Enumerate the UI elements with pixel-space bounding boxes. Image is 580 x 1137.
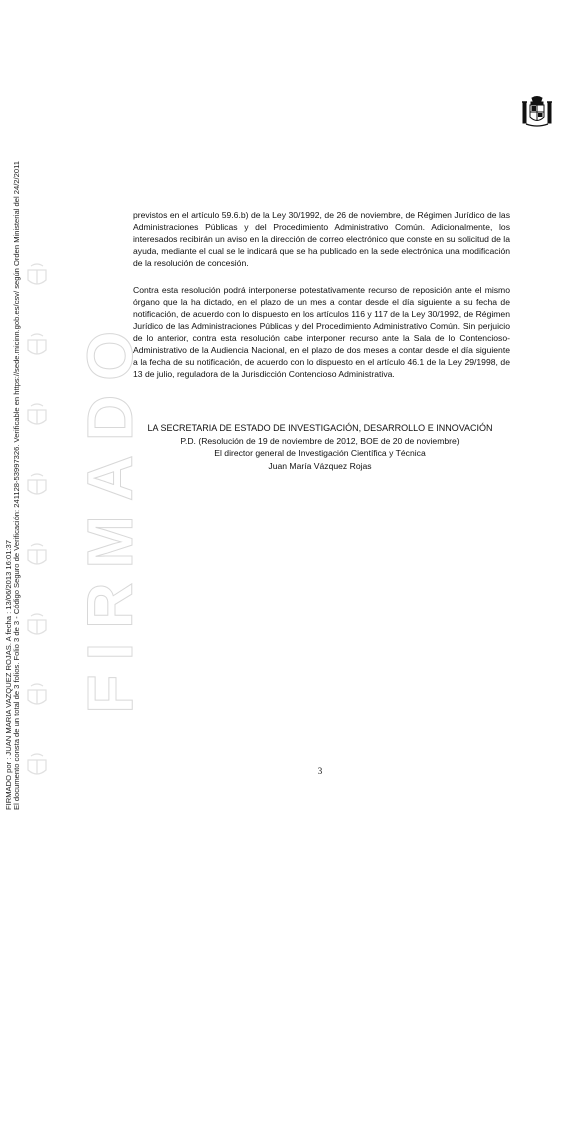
document-verification-line: El documento consta de un total de 3 folios. Folio 3 de 3 - Código Seguro de Verificación: 241128-53997326. Verificable en https://sede.micinn.gob.es/csv/ según Orden Ministerial del 24/2/2011 [12, 161, 21, 810]
seal-watermark-icon [22, 260, 52, 290]
coat-of-arms-icon [522, 94, 552, 128]
page-number: 3 [317, 766, 323, 776]
seal-watermark-icon [22, 540, 52, 570]
signature-verification-line: FIRMADO por : JUAN MARIA VAZQUEZ ROJAS. A fecha : 13/06/2013 16:01:37 [4, 540, 13, 810]
seal-watermark-icon [22, 610, 52, 640]
resolution-paragraph-1: previstos en el artículo 59.6.b) de la Ley 30/1992, de 26 de noviembre, de Régimen Jurídico de las Administraciones Públicas y del Procedimiento Administrativo Común. Adicionalmente, los interesados recibirán un aviso en la dirección de correo electrónico que conste en su solicitud de la ayuda, mediante el cual se le indicará que se ha publicado en la sede electrónica una modificación de la resolución de concesión. [133, 210, 510, 268]
appeal-paragraph: Contra esta resolución podrá interponerse potestativamente recurso de reposición ante el mismo órgano que la ha dictado, en el plazo de un mes a contar desde el día siguiente a su fecha de notificación, de acuerdo con lo dispuesto en los artículos 116 y 117 de la Ley 30/1992, de Régimen Jurídico de las Administraciones Públicas y del Procedimiento Administrativo Común. Sin perjuicio de lo anterior, contra esta resolución cabe interponer recurso ante la Sala de lo Contencioso-Administrativo de la Audiencia Nacional, en el plazo de dos meses a contar desde el día siguiente a la fecha de su notificación, de acuerdo con lo dispuesto en el artículo 46.1 de la Ley 29/1998, de 13 de julio, reguladora de la Jurisdicción Contencioso Administrativa. [133, 285, 510, 379]
signatory-position: El director general de Investigación Científica y Técnica [214, 448, 426, 458]
seal-watermark-icon [22, 470, 52, 500]
firmado-watermark: FIRMADO [74, 317, 146, 714]
signatory-name: Juan María Vázquez Rojas [268, 460, 372, 471]
delegation-reference: P.D. (Resolución de 19 de noviembre de 2012, BOE de 20 de noviembre) [180, 435, 460, 446]
seal-watermark-icon [22, 750, 52, 780]
seal-watermark-icon [22, 680, 52, 710]
seal-watermark-icon [22, 400, 52, 430]
signature-block [100, 422, 540, 472]
signatory-office: LA SECRETARIA DE ESTADO DE INVESTIGACIÓN, DESARROLLO E INNOVACIÓN [147, 423, 493, 433]
seal-watermark-icon [22, 330, 52, 360]
